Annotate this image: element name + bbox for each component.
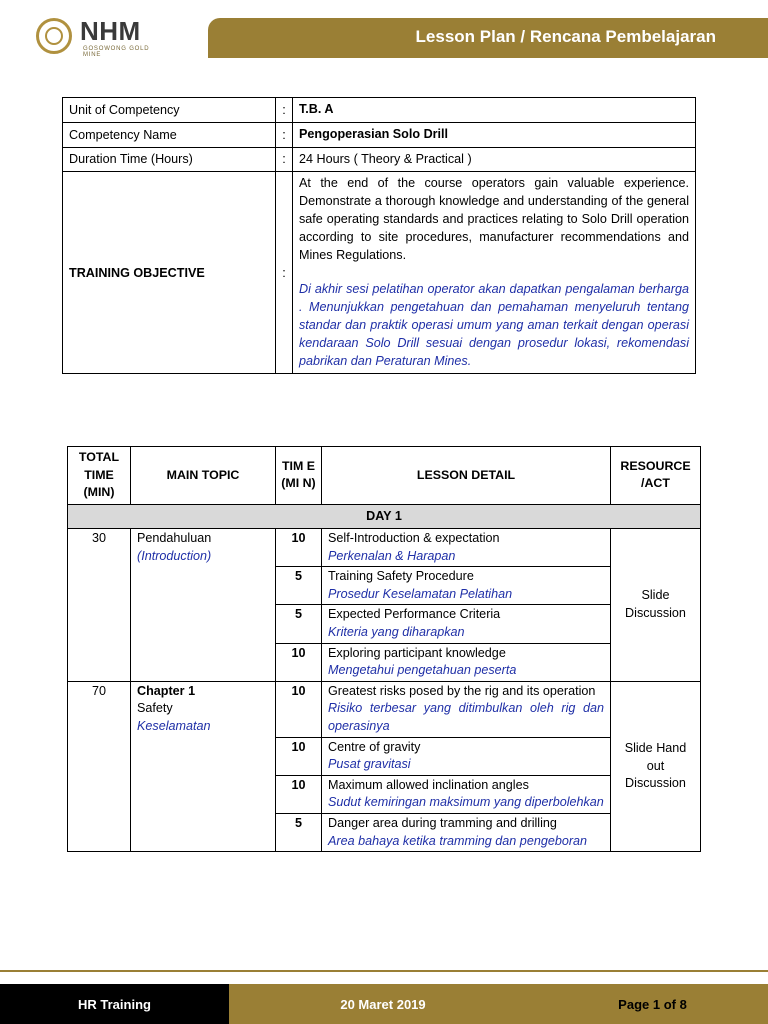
page-footer [0,984,768,1024]
footer-divider [0,970,768,972]
header-time: TIM E (MI N) [276,447,322,505]
lesson-detail [322,737,611,775]
section-total-time: 30 [68,529,131,682]
table-header-row [68,447,701,505]
lesson-time: 10 [276,775,322,813]
lesson-english: Expected Performance Criteria [328,607,501,622]
lesson-indonesian: Area bahaya ketika tramming dan pengeboran [328,833,588,848]
colon: : [276,122,293,147]
lesson-english: Centre of gravity [328,739,421,754]
lesson-time: 10 [276,681,322,737]
table-row [68,529,701,567]
section-topic [131,529,276,682]
competency-info-table [62,97,696,374]
lesson-indonesian: Prosedur Keselamatan Pelatihan [328,586,513,601]
duration-value: 24 Hours ( Theory & Practical ) [293,147,696,172]
section-resource: Slide Hand out Discussion [611,681,701,851]
training-objective-label: TRAINING OBJECTIVE [63,172,276,374]
lesson-detail [322,567,611,605]
topic-title: Pendahuluan [137,531,212,546]
lesson-indonesian: Kriteria yang diharapkan [328,625,465,640]
objective-indonesian: Di akhir sesi pelatihan operator akan dapatkan pengalaman berharga . Menunjukkan pengetahuan dan pemahaman menyeluruh tentang standar dan praktik operasi umum yang aman terkait dengan operasi kendaraan Solo Drill sesuai dengan prosedur lokasi, rekomendasi pabrikan dan Peraturan Mines. [299,282,689,368]
lesson-detail [322,643,611,681]
lesson-english: Greatest risks posed by the rig and its operation [328,683,596,698]
page-title: Lesson Plan / Rencana Pembelajaran [415,27,716,46]
header-resource: RESOURCE /ACT [611,447,701,505]
competency-name-label: Competency Name [63,122,276,147]
lesson-time: 10 [276,643,322,681]
topic-title: Chapter 1 [137,683,196,698]
lesson-indonesian: Perkenalan & Harapan [328,548,456,563]
competency-name-value: Pengoperasian Solo Drill [293,122,696,147]
colon: : [276,98,293,123]
lesson-english: Training Safety Procedure [328,569,474,584]
info-row-unit [63,98,696,123]
lesson-detail [322,814,611,852]
logo-emblem-icon [36,18,72,54]
footer-department: HR Training [0,984,229,1024]
lesson-english: Self-Introduction & expectation [328,531,500,546]
day-row [68,504,701,529]
footer-date: 20 Maret 2019 [229,984,537,1024]
lesson-plan-table [67,446,701,852]
section-topic [131,681,276,851]
day-label: DAY 1 [68,504,701,529]
company-logo [36,18,166,58]
lesson-detail [322,529,611,567]
lesson-detail [322,681,611,737]
lesson-indonesian: Risiko terbesar yang ditimbulkan oleh rig dan operasinya [328,701,604,734]
info-row-name [63,122,696,147]
lesson-english: Maximum allowed inclination angles [328,777,529,792]
logo-subtitle: GOSOWONG GOLD MINE [83,46,150,58]
lesson-time: 5 [276,605,322,643]
colon: : [276,172,293,374]
topic-translation: (Introduction) [137,548,212,563]
header-lesson-detail: LESSON DETAIL [322,447,611,505]
objective-english: At the end of the course operators gain valuable experience. Demonstrate a thorough knowledge and understanding of the general safe operating standards and practices relating to Solo Drill operation according to site procedures, manufacturer recommendations and Mines Regulations. [299,176,689,262]
unit-label: Unit of Competency [63,98,276,123]
header-main-topic: MAIN TOPIC [131,447,276,505]
topic-translation: Keselamatan [137,719,211,734]
lesson-time: 10 [276,737,322,775]
lesson-detail [322,605,611,643]
colon: : [276,147,293,172]
lesson-indonesian: Mengetahui pengetahuan peserta [328,663,517,678]
header-band [208,18,768,58]
lesson-time: 10 [276,529,322,567]
footer-page-number: Page 1 of 8 [537,984,768,1024]
training-objective-value [293,172,696,374]
lesson-indonesian: Pusat gravitasi [328,757,411,772]
info-row-objective [63,172,696,374]
unit-value: T.B. A [293,98,696,123]
lesson-indonesian: Sudut kemiringan maksimum yang diperbolehkan [328,795,604,810]
lesson-english: Danger area during tramming and drilling [328,816,557,830]
info-row-duration [63,147,696,172]
section-resource: Slide Discussion [611,529,701,682]
header-total-time: TOTAL TIME (MIN) [68,447,131,505]
duration-label: Duration Time (Hours) [63,147,276,172]
lesson-time: 5 [276,567,322,605]
logo-text: NHM [80,16,141,46]
table-row [68,681,701,737]
lesson-detail [322,775,611,813]
lesson-english: Exploring participant knowledge [328,645,506,660]
topic-subtitle: Safety [137,701,173,716]
lesson-time: 5 [276,814,322,852]
section-total-time: 70 [68,681,131,851]
